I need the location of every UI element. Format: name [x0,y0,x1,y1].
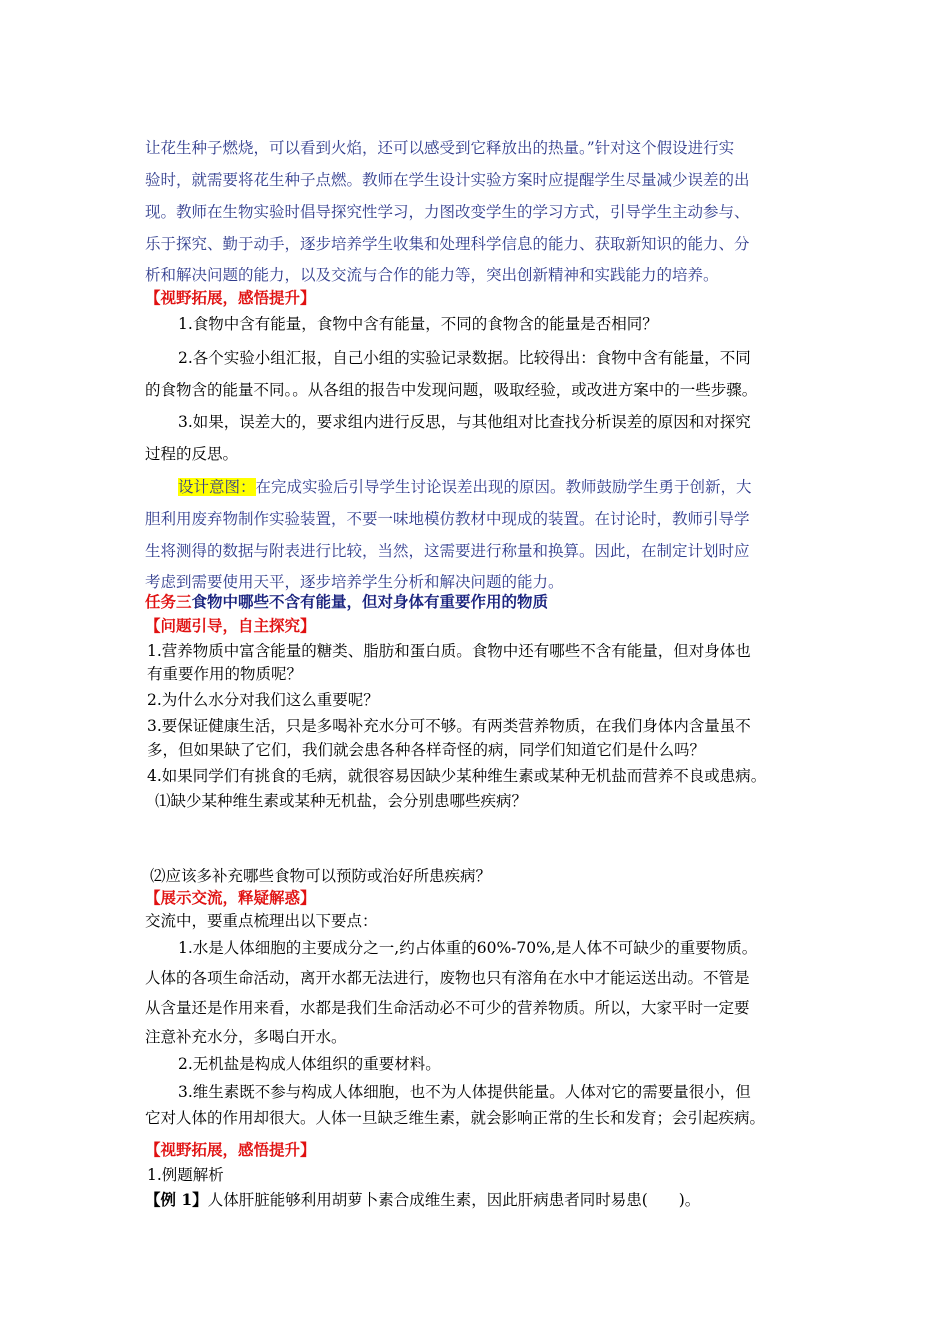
section-heading: 【展示交流，释疑解惑】 [145,888,316,907]
list-item: 1.食物中含有能量，食物中含有能量，不同的食物含的能量是否相同？ [178,315,658,333]
section-heading: 【视野拓展，感悟提升】 [145,1140,316,1159]
list-item: 从含量还是作用来看，水都是我们生命活动必不可少的营养物质。所以，大家平时一定要 [145,999,750,1017]
list-item: ⑵应该多补充哪些食物可以预防或治好所患疾病？ [150,867,492,885]
design-intent-line: 设计意图：在完成实验后引导学生讨论误差出现的原因。教师鼓励学生勇于创新，大 [178,478,752,496]
design-intent-label: 设计意图： [178,478,256,496]
example-line [145,1190,700,1210]
paragraph-line: 析和解决问题的能力，以及交流与合作的能力等，突出创新精神和实践能力的培养。 [145,266,719,284]
task-prefix: 任务三 [145,592,192,611]
list-item: 4.如果同学们有挑食的毛病，就很容易因缺少某种维生素或某种无机盐而营养不良或患病。 [147,767,767,785]
design-intent-line: 胆利用废弃物制作实验装置，不要一味地模仿教材中现成的装置。在讨论时，教师引导学 [145,510,750,528]
list-item: ⑴缺少某种维生素或某种无机盐，会分别患哪些疾病？ [155,792,528,810]
example-label: 【例 1】 [145,1190,208,1209]
paragraph-line: 现。教师在生物实验时倡导探究性学习，力图改变学生的学习方式，引导学生主动参与、 [145,203,750,221]
list-item: 3.如果，误差大的，要求组内进行反思，与其他组对比查找分析误差的原因和对探究 [178,413,751,431]
paragraph-line: 乐于探究、勤于动手，逐步培养学生收集和处理科学信息的能力、获取新知识的能力、分 [145,235,750,253]
task-title [145,592,548,612]
example-text: 人体肝脏能够利用胡萝卜素合成维生素，因此肝病患者同时易患( )。 [207,1191,701,1209]
task-title-text: 食物中哪些不含有能量，但对身体有重要作用的物质 [191,592,549,611]
paragraph-line: 让花生种子燃烧，可以看到火焰，还可以感受到它释放出的热量。”针对这个假设进行实 [145,139,735,157]
section-heading: 【问题引导，自主探究】 [145,616,316,635]
list-item: 2.为什么水分对我们这么重要呢？ [147,691,379,709]
design-intent-line: 生将测得的数据与附表进行比较，当然，这需要进行称量和换算。因此，在制定计划时应 [145,542,750,560]
list-item: 有重要作用的物质呢？ [147,665,303,683]
list-item: 过程的反思。 [145,445,239,463]
list-item: 1.水是人体细胞的主要成分之一,约占体重的60%-70%,是人体不可缺少的重要物质。 [178,939,758,957]
example-title: 1.例题解析 [147,1166,224,1184]
exchange-intro: 交流中，要重点梳理出以下要点： [145,912,378,930]
list-item: 的食物含的能量不同。。从各组的报告中发现问题，吸取经验，或改进方案中的一些步骤。 [145,381,758,399]
list-item: 人体的各项生命活动，离开水都无法进行，废物也只有溶角在水中才能运送出动。不管是 [145,969,750,987]
list-item: 1.营养物质中富含能量的糖类、脂肪和蛋白质。食物中还有哪些不含有能量，但对身体也 [147,642,751,660]
list-item: 注意补充水分，多喝白开水。 [145,1028,347,1046]
section-heading: 【视野拓展，感悟提升】 [145,288,316,307]
paragraph-line: 验时，就需要将花生种子点燃。教师在学生设计实验方案时应提醒学生尽量减少误差的出 [145,171,750,189]
list-item: 2.无机盐是构成人体组织的重要材料。 [178,1055,441,1073]
list-item: 3.维生素既不参与构成人体细胞，也不为人体提供能量。人体对它的需要量很小，但 [178,1083,751,1101]
list-item: 3.要保证健康生活，只是多喝补充水分可不够。有两类营养物质，在我们身体内含量虽不 [147,717,751,735]
list-item: 多，但如果缺了它们，我们就会患各种各样奇怪的病，同学们知道它们是什么吗？ [147,741,706,759]
design-intent-line: 考虑到需要使用天平，逐步培养学生分析和解决问题的能力。 [145,573,564,591]
list-item: 它对人体的作用却很大。人体一旦缺乏维生素，就会影响正常的生长和发育；会引起疾病。 [145,1109,766,1127]
list-item: 2.各个实验小组汇报，自己小组的实验记录数据。比较得出：食物中含有能量，不同 [178,349,751,367]
